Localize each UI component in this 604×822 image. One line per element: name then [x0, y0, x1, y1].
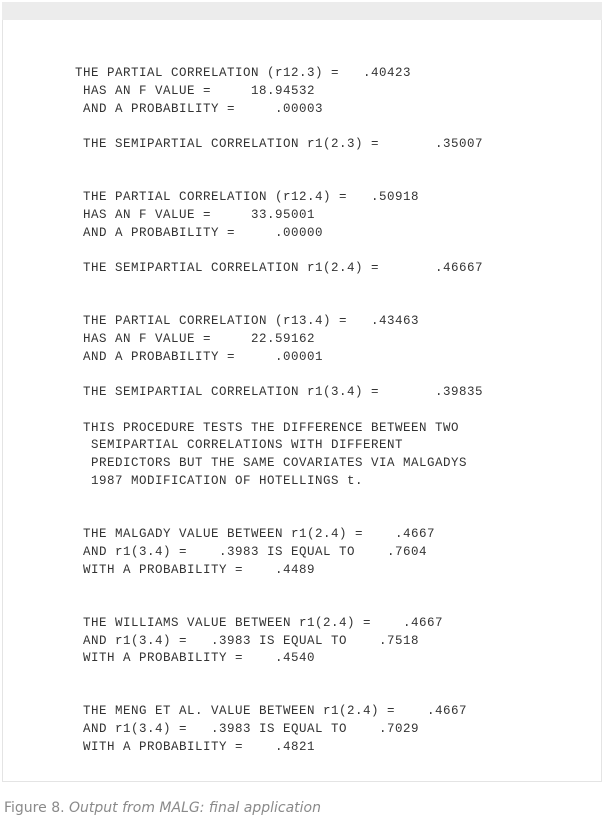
output-panel — [2, 20, 602, 782]
output-line: THE SEMIPARTIAL CORRELATION r1(3.4) = .39835 — [75, 385, 484, 399]
output-line: HAS AN F VALUE = 33.95001 — [75, 208, 316, 222]
output-line: AND r1(3.4) = .3983 IS EQUAL TO .7518 — [75, 634, 420, 648]
output-line: SEMIPARTIAL CORRELATIONS WITH DIFFERENT — [75, 438, 404, 452]
output-line: THE WILLIAMS VALUE BETWEEN r1(2.4) = .4667 — [75, 616, 444, 630]
output-line: WITH A PROBABILITY = .4821 — [75, 740, 316, 754]
output-line: WITH A PROBABILITY = .4540 — [75, 651, 316, 665]
output-line: THE PARTIAL CORRELATION (r12.3) = .40423 — [75, 66, 412, 80]
output-line: AND r1(3.4) = .3983 IS EQUAL TO .7029 — [75, 722, 420, 736]
output-line: 1987 MODIFICATION OF HOTELLINGS t. — [75, 474, 364, 488]
output-line: THE SEMIPARTIAL CORRELATION r1(2.3) = .35007 — [75, 137, 484, 151]
caption-text: Output from MALG: final application — [64, 800, 321, 816]
output-line: THE PARTIAL CORRELATION (r12.4) = .50918 — [75, 190, 420, 204]
output-line: AND A PROBABILITY = .00001 — [75, 350, 324, 364]
output-line: WITH A PROBABILITY = .4489 — [75, 563, 316, 577]
output-line: HAS AN F VALUE = 22.59162 — [75, 332, 316, 346]
output-line: THE PARTIAL CORRELATION (r13.4) = .43463 — [75, 314, 420, 328]
output-line: AND A PROBABILITY = .00000 — [75, 226, 324, 240]
output-line: PREDICTORS BUT THE SAME COVARIATES VIA MALGADYS — [75, 456, 468, 470]
output-line: AND r1(3.4) = .3983 IS EQUAL TO .7604 — [75, 545, 428, 559]
output-line: THE MALGADY VALUE BETWEEN r1(2.4) = .4667 — [75, 527, 436, 541]
output-line: AND A PROBABILITY = .00003 — [75, 102, 324, 116]
output-line: HAS AN F VALUE = 18.94532 — [75, 84, 316, 98]
output-line: THIS PROCEDURE TESTS THE DIFFERENCE BETWEEN TWO — [75, 421, 460, 435]
caption-label: Figure 8. — [4, 800, 65, 816]
figure-caption — [4, 800, 321, 816]
output-line: THE SEMIPARTIAL CORRELATION r1(2.4) = .46667 — [75, 261, 484, 275]
output-line: THE MENG ET AL. VALUE BETWEEN r1(2.4) = .4667 — [75, 704, 468, 718]
top-bar — [2, 2, 602, 20]
